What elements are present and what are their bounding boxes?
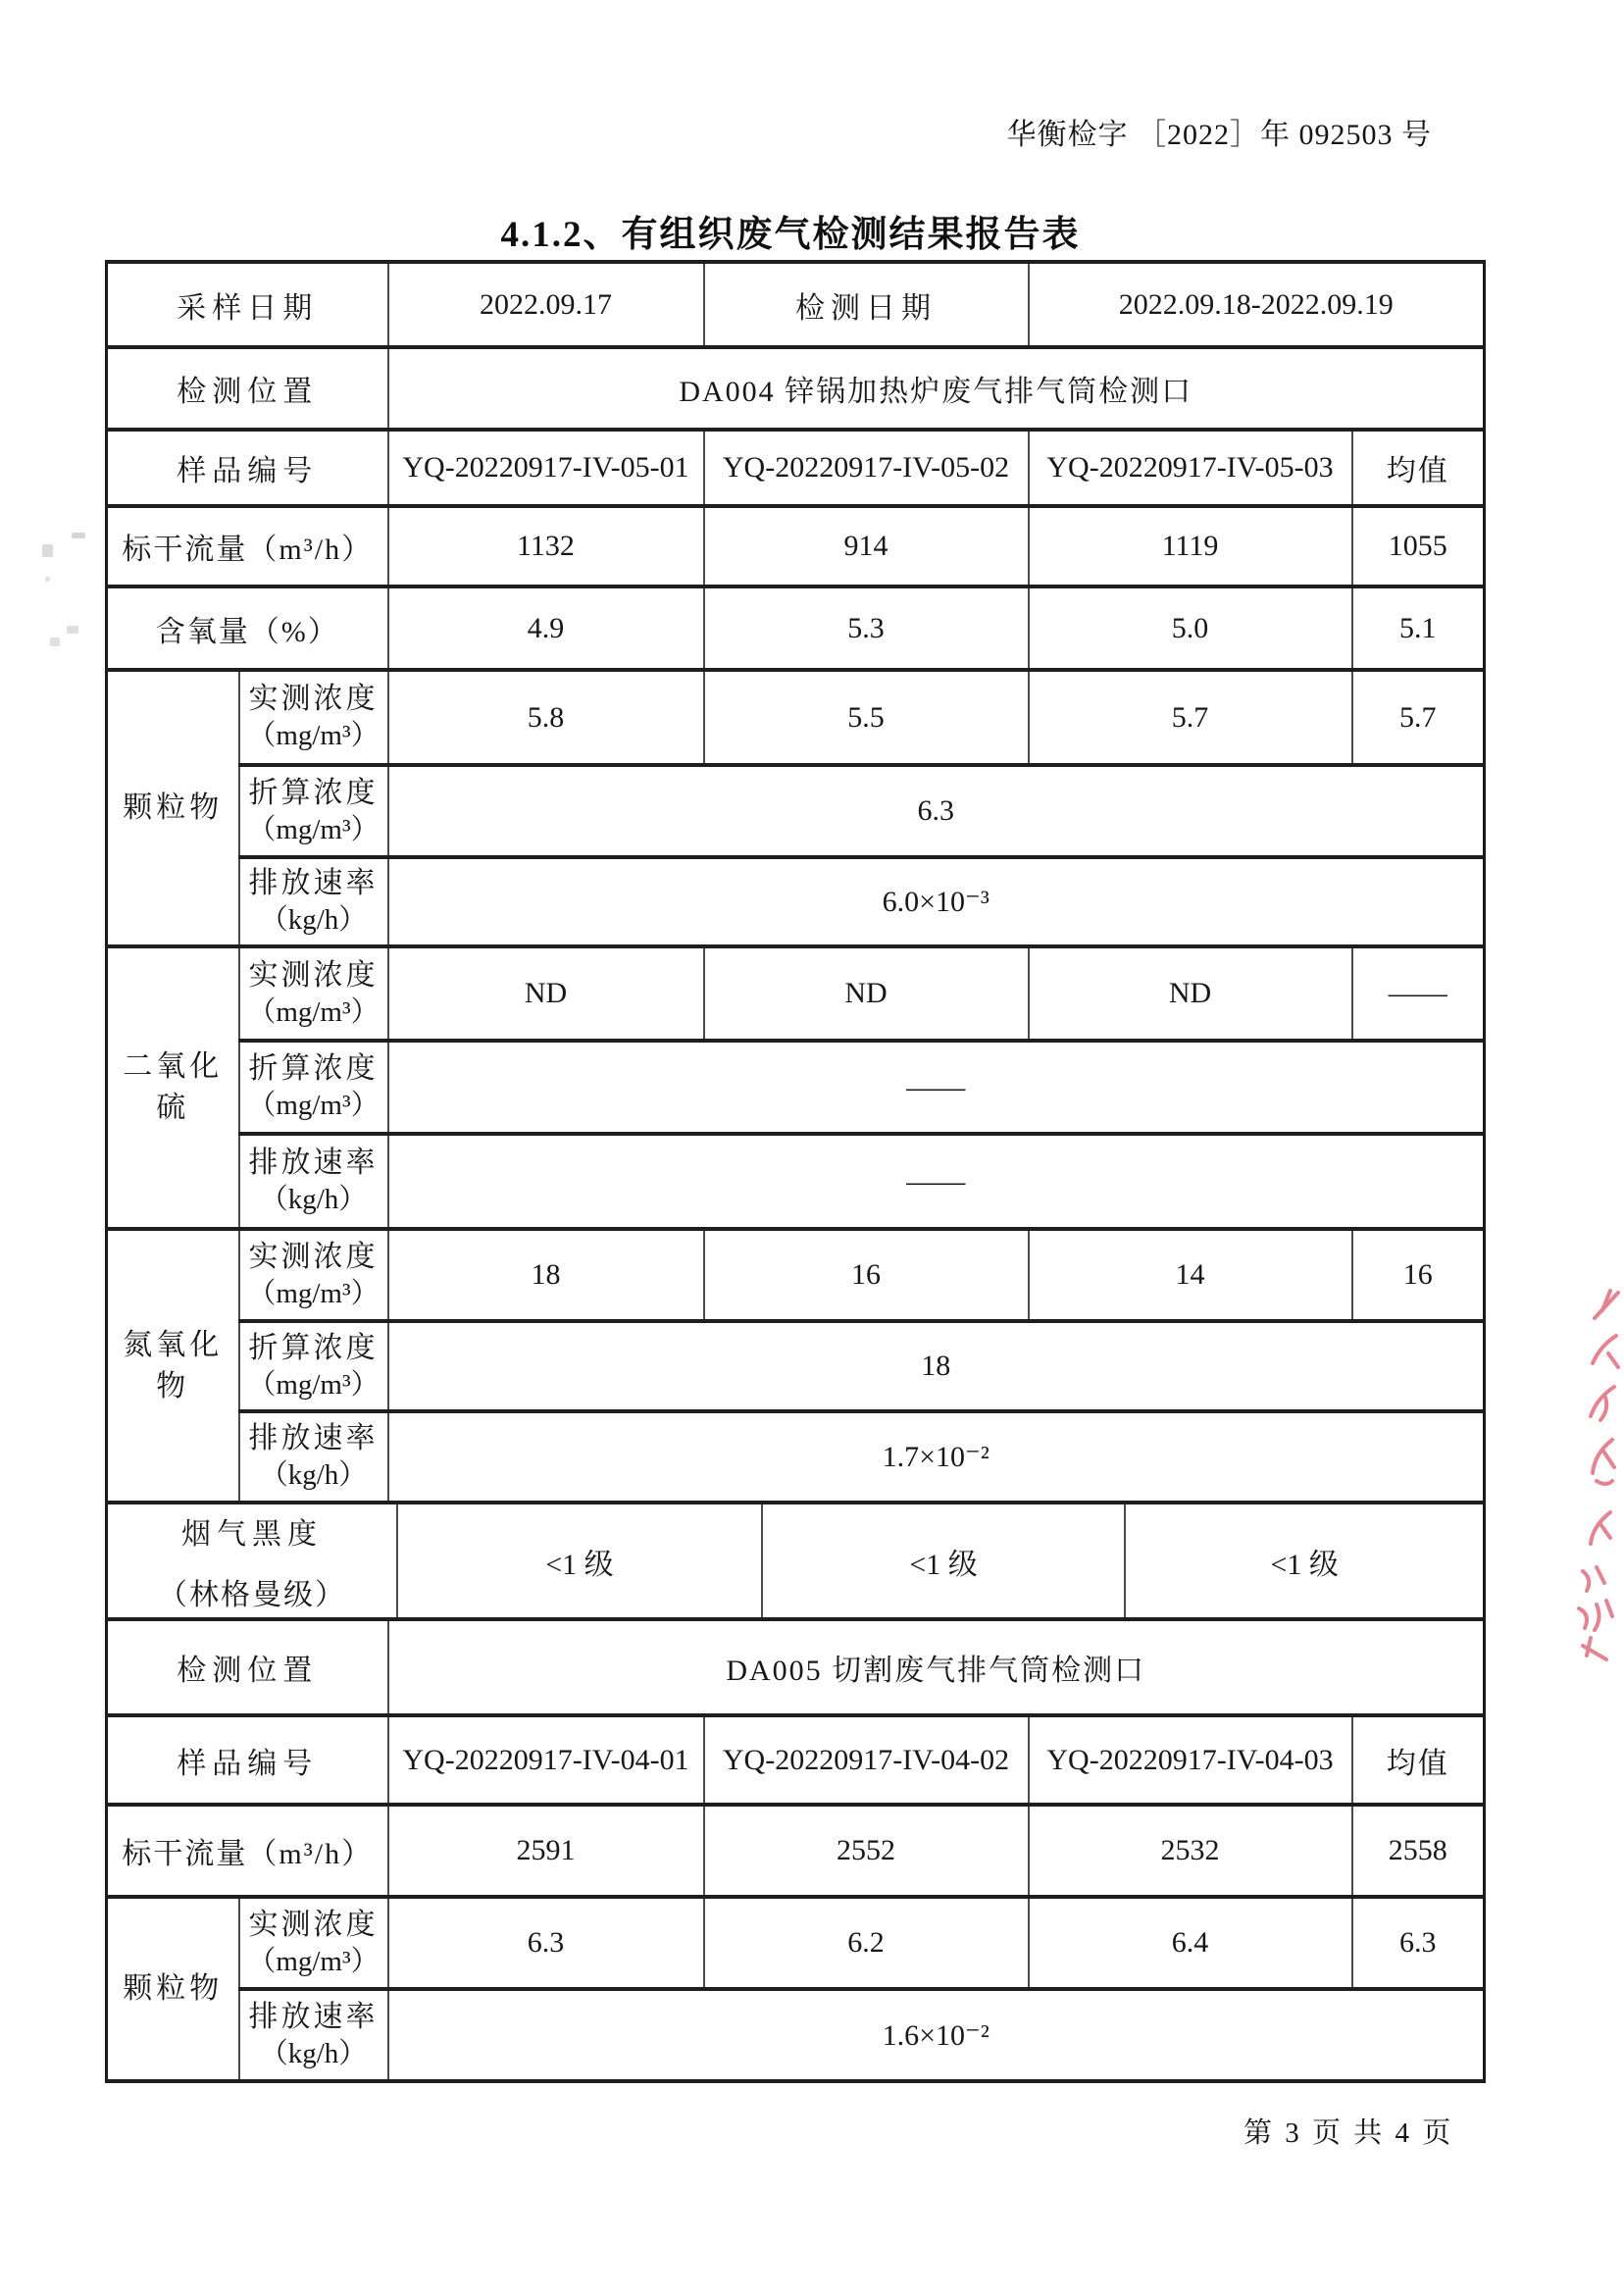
sample-id-label: 样品编号 [107, 430, 388, 506]
converted-label-line: 折算浓度 [248, 1331, 379, 1364]
rate-unit-line: （kg/h） [259, 1184, 368, 1216]
row-pm-measured [107, 670, 1485, 765]
flow-mean: 1055 [1352, 506, 1485, 586]
measured-label-line: 实测浓度 [248, 1240, 379, 1273]
sample-id-cell: YQ-20220917-IV-04-01 [388, 1715, 704, 1805]
test-date-label: 检测日期 [704, 262, 1029, 347]
measured-unit-line: （mg/m³） [247, 1945, 380, 1977]
location-value: DA004 锌锅加热炉废气排气筒检测口 [388, 347, 1485, 430]
flow-value: 1132 [388, 506, 704, 586]
measured-label-line: 实测浓度 [248, 683, 379, 716]
converted-label-line: 折算浓度 [248, 1052, 379, 1086]
converted-label-line: 折算浓度 [248, 776, 379, 809]
oxygen-label: 含氧量（%） [107, 586, 388, 670]
blackness-label-line1: 烟气黑度 [181, 1517, 324, 1551]
row-dates [107, 262, 1485, 347]
measured-unit-line: （mg/m³） [247, 995, 380, 1028]
flow-mean: 2558 [1352, 1805, 1485, 1897]
row-so2-rate [107, 1134, 1485, 1229]
blackness-label [108, 1504, 396, 1617]
pm-measured-value: 5.5 [704, 670, 1029, 765]
mean-label: 均值 [1352, 1715, 1485, 1805]
pollutant-name-nox: 氮氧化物 [107, 1229, 239, 1503]
so2-rate-value: —— [388, 1134, 1485, 1229]
scan-speck [67, 626, 78, 634]
flow-label: 标干流量（m³/h） [107, 1805, 388, 1897]
oxygen-mean: 5.1 [1352, 586, 1485, 670]
scan-speck [42, 544, 53, 557]
nox-measured-value: 18 [388, 1229, 704, 1321]
converted-conc-label [239, 1041, 388, 1134]
rate-label-line: 排放速率 [248, 2000, 379, 2033]
nox-converted-value: 18 [388, 1321, 1485, 1411]
smoke-blackness-row [108, 1504, 1483, 1617]
sample-id-cell: YQ-20220917-IV-04-02 [704, 1715, 1029, 1805]
so2-measured-value: ND [388, 946, 704, 1041]
row-flow-2 [107, 1805, 1485, 1897]
so2-measured-mean: —— [1352, 946, 1485, 1041]
measured-conc-label [239, 946, 388, 1041]
pm-rate-value: 6.0×10⁻³ [388, 857, 1485, 946]
row-pm2-measured [107, 1897, 1485, 1989]
nox-measured-value: 16 [704, 1229, 1029, 1321]
pollutant-name-particulate: 颗粒物 [107, 670, 239, 946]
row-sample-ids-1 [107, 430, 1485, 506]
measured-label-line: 实测浓度 [248, 1908, 379, 1941]
smoke-blackness-cell [107, 1503, 1485, 1619]
pm-converted-value: 6.3 [388, 765, 1485, 857]
location-label: 检测位置 [107, 347, 388, 430]
pm2-rate-value: 1.6×10⁻² [388, 1989, 1485, 2081]
emission-rate-label [239, 857, 388, 946]
sample-id-label: 样品编号 [107, 1715, 388, 1805]
red-handwriting-mark [1553, 1285, 1624, 1677]
converted-conc-label [239, 1321, 388, 1411]
pm2-measured-value: 6.4 [1029, 1897, 1352, 1989]
converted-conc-label [239, 765, 388, 857]
pm2-measured-value: 6.2 [704, 1897, 1029, 1989]
pm-measured-value: 5.7 [1029, 670, 1352, 765]
measured-label-line: 实测浓度 [248, 958, 379, 992]
rate-label-line: 排放速率 [248, 867, 379, 900]
sampling-date-value: 2022.09.17 [388, 262, 704, 347]
rate-unit-line: （kg/h） [259, 1459, 368, 1492]
location-value-2: DA005 切割废气排气筒检测口 [388, 1619, 1485, 1715]
row-pm-rate [107, 857, 1485, 946]
rate-unit-line: （kg/h） [259, 2037, 368, 2069]
page-title: 4.1.2、有组织废气检测结果报告表 [500, 215, 1081, 255]
report-table-wrapper [105, 260, 1486, 2083]
scan-speck [45, 577, 50, 582]
row-oxygen [107, 586, 1485, 670]
measured-unit-line: （mg/m³） [247, 720, 380, 752]
flow-value: 2591 [388, 1805, 704, 1897]
measured-conc-label [239, 1229, 388, 1321]
page-number-footer: 第 3 页 共 4 页 [1243, 2117, 1454, 2149]
pm2-measured-mean: 6.3 [1352, 1897, 1485, 1989]
blackness-label-line2: （林格曼级） [158, 1578, 347, 1611]
measured-unit-line: （mg/m³） [247, 1277, 380, 1309]
measured-conc-label [239, 670, 388, 765]
flow-value: 2552 [704, 1805, 1029, 1897]
oxygen-value: 4.9 [388, 586, 704, 670]
sample-id-cell: YQ-20220917-IV-05-01 [388, 430, 704, 506]
nox-measured-value: 14 [1029, 1229, 1352, 1321]
row-pm-converted [107, 765, 1485, 857]
row-so2-measured [107, 946, 1485, 1041]
converted-unit-line: （mg/m³） [247, 1368, 380, 1401]
nox-rate-value: 1.7×10⁻² [388, 1411, 1485, 1503]
pm-measured-mean: 5.7 [1352, 670, 1485, 765]
so2-converted-value: —— [388, 1041, 1485, 1134]
location-label: 检测位置 [107, 1619, 388, 1715]
row-nox-rate [107, 1411, 1485, 1503]
pollutant-name-particulate: 颗粒物 [107, 1897, 239, 2081]
flow-value: 1119 [1029, 506, 1352, 586]
test-date-value: 2022.09.18-2022.09.19 [1029, 262, 1485, 347]
pm2-measured-value: 6.3 [388, 1897, 704, 1989]
measured-conc-label [239, 1897, 388, 1989]
sample-id-cell: YQ-20220917-IV-04-03 [1029, 1715, 1352, 1805]
sampling-date-label: 采样日期 [107, 262, 388, 347]
row-sample-ids-2 [107, 1715, 1485, 1805]
row-nox-measured [107, 1229, 1485, 1321]
converted-unit-line: （mg/m³） [247, 1090, 380, 1122]
nox-measured-mean: 16 [1352, 1229, 1485, 1321]
document-ref-number: 华衡检字 ［2022］年 092503 号 [1006, 119, 1432, 151]
row-nox-converted [107, 1321, 1485, 1411]
row-pm2-rate [107, 1989, 1485, 2081]
row-so2-converted [107, 1041, 1485, 1134]
so2-measured-value: ND [1029, 946, 1352, 1041]
row-flow-1 [107, 506, 1485, 586]
flow-value: 2532 [1029, 1805, 1352, 1897]
emission-rate-label [239, 1411, 388, 1503]
flow-value: 914 [704, 506, 1029, 586]
row-location-1 [107, 347, 1485, 430]
converted-unit-line: （mg/m³） [247, 813, 380, 845]
scan-speck [72, 533, 85, 538]
pollutant-name-so2: 二氧化硫 [107, 946, 239, 1229]
so2-measured-value: ND [704, 946, 1029, 1041]
flow-label: 标干流量（m³/h） [107, 506, 388, 586]
rate-unit-line: （kg/h） [259, 904, 368, 937]
rate-label-line: 排放速率 [248, 1422, 379, 1455]
pm-measured-value: 5.8 [388, 670, 704, 765]
oxygen-value: 5.0 [1029, 586, 1352, 670]
sample-id-cell: YQ-20220917-IV-05-02 [704, 430, 1029, 506]
sample-id-cell: YQ-20220917-IV-05-03 [1029, 430, 1352, 506]
mean-label: 均值 [1352, 430, 1485, 506]
blackness-value: <1 级 [396, 1504, 761, 1617]
blackness-value: <1 级 [1124, 1504, 1483, 1617]
blackness-value: <1 级 [761, 1504, 1125, 1617]
rate-label-line: 排放速率 [248, 1147, 379, 1180]
report-table [105, 260, 1486, 2083]
row-smoke-blackness [107, 1503, 1485, 1619]
row-location-2 [107, 1619, 1485, 1715]
scan-speck [50, 637, 60, 646]
emission-rate-label [239, 1989, 388, 2081]
oxygen-value: 5.3 [704, 586, 1029, 670]
emission-rate-label [239, 1134, 388, 1229]
